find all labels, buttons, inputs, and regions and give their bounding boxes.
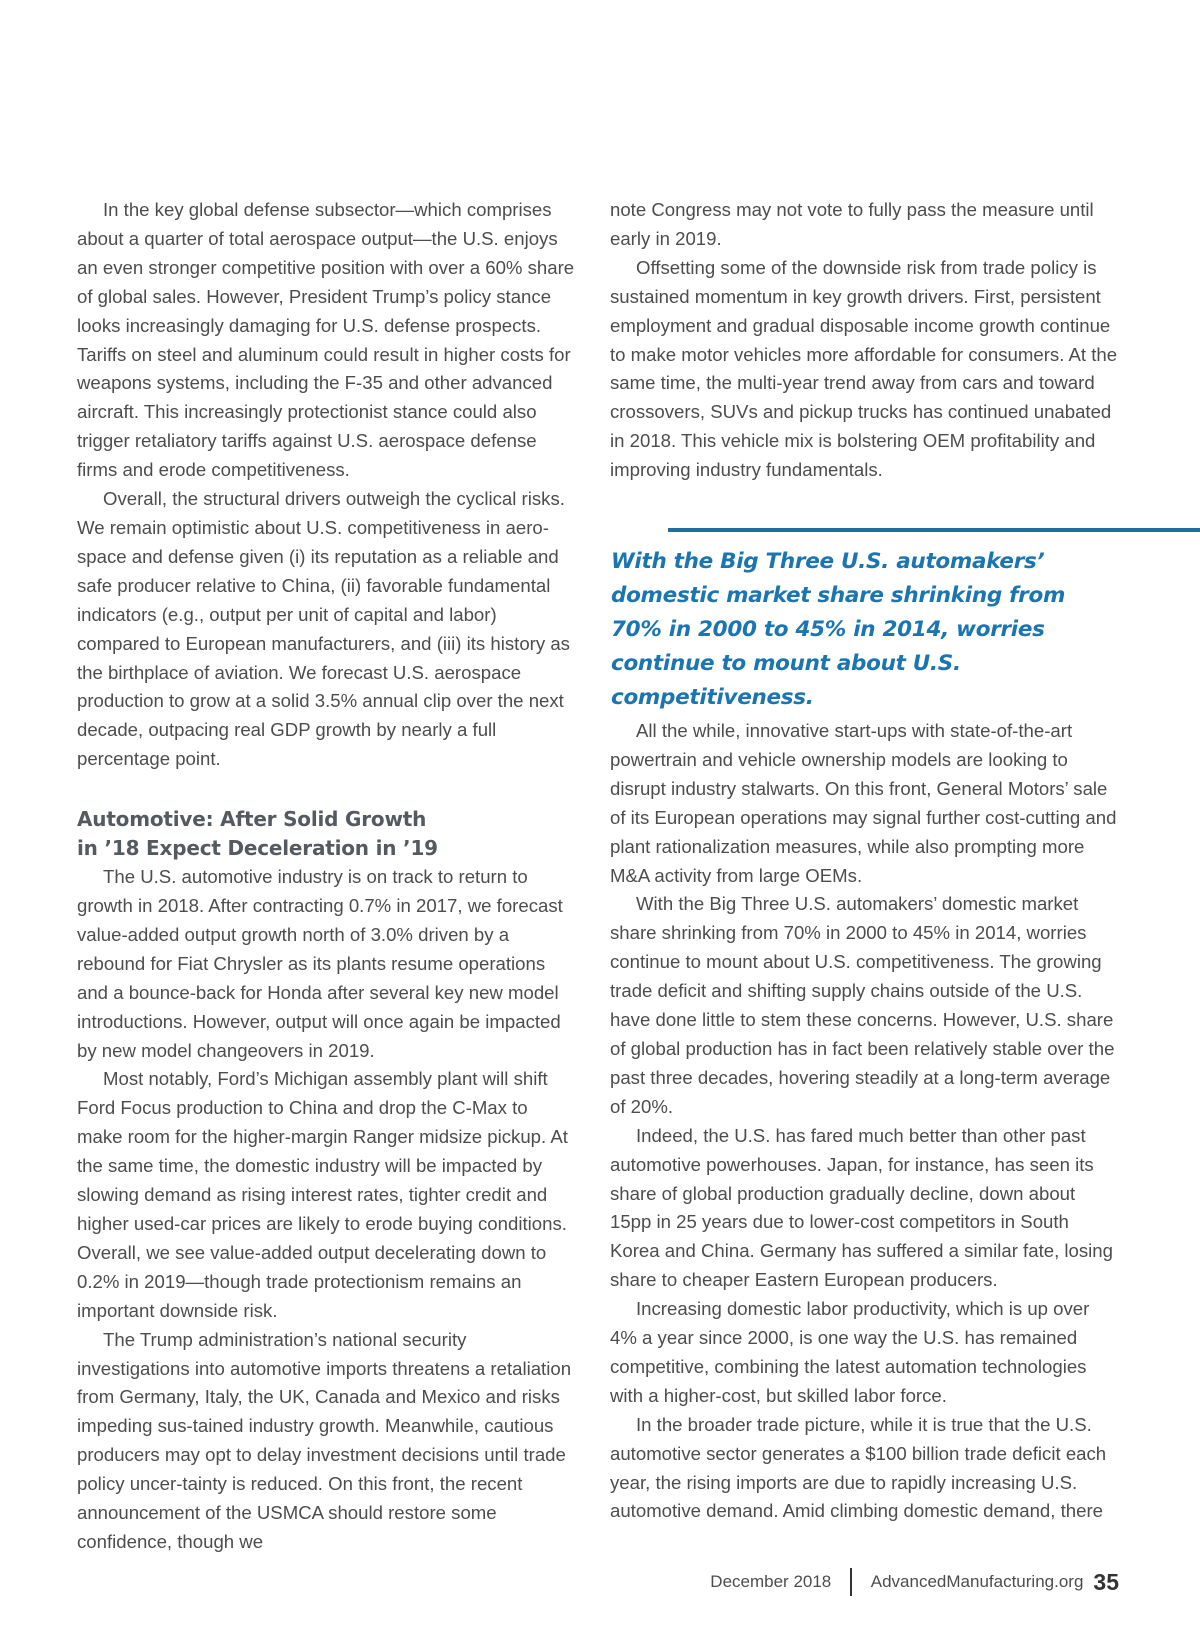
page-footer: [710, 1568, 1119, 1596]
page-number: 35: [1093, 1568, 1119, 1595]
pull-quote: With the Big Three U.S. automakers’ domestic market share shrinking from 70% in 2000 to 45% in 2014, worries continue to mount about U.S. competitiveness.: [611, 549, 1066, 710]
section-heading-line: Automotive: After Solid Growth: [77, 807, 427, 832]
right-column-upper: [610, 196, 1120, 485]
footer-date: December 2018: [710, 1572, 832, 1591]
section-heading-line: in ’18 Expect Deceleration in ’19: [77, 836, 438, 861]
body-paragraph: All the while, innovative start-ups with state-of-the-art powertrain and vehicle ownership models are looking to disrupt industry stalwarts. On this front, General Motors’ sale of its European operations may signal further cost-cutting and plant rationalization measures, while also prompting more M&A activity from large OEMs.: [610, 720, 1117, 886]
body-paragraph: In the key global defense subsector—which comprises about a quarter of total aerospace output—the U.S. enjoys an even stronger competitive position with over a 60% share of global sales. However, President Trump’s policy stance looks increasingly damaging for U.S. defense prospects. Tariffs on steel and aluminum could result in higher costs for weapons systems, including the F-35 and other advanced aircraft. This increasingly protectionist stance could also trigger retaliatory tariffs against U.S. aerospace defense firms and erode competitiveness.: [77, 199, 575, 481]
section-heading: [77, 805, 577, 863]
body-paragraph: The U.S. automotive industry is on track to return to growth in 2018. After contracting 0.7% in 2017, we forecast value-added output growth north of 3.0% driven by a rebound for Fiat Chrysler as its plants resume operations and a bounce-back for Honda after several key new model introductions. However, output will once again be impacted by new model changeovers in 2019.: [77, 866, 563, 1061]
pullquote-rule: [668, 528, 1200, 532]
left-column: [77, 196, 577, 1557]
body-paragraph: Increasing domestic labor productivity, which is up over 4% a year since 2000, is one way the U.S. has remained competitive, combining the latest automation technologies with a higher-cost, but skilled labor force.: [610, 1298, 1090, 1406]
body-paragraph: Overall, the structural drivers outweigh the cyclical risks. We remain optimistic about U.S. competitiveness in aero-space and defense given (i) its reputation as a reliable and safe producer relative to China, (ii) favorable fundamental indicators (e.g., output per unit of capital and labor) compared to European manufacturers, and (iii) its history as the birthplace of aviation. We forecast U.S. aerospace production to grow at a solid 3.5% annual clip over the next decade, outpacing real GDP growth by nearly a full percentage point.: [77, 488, 570, 770]
body-paragraph: Indeed, the U.S. has fared much better than other past automotive powerhouses. Japan, for instance, has seen its share of global production gradually decline, down about 15pp in 25 years due to lower-cost competitors in South Korea and China. Germany has suffered a similar fate, losing share to cheaper Eastern European producers.: [610, 1124, 1113, 1291]
body-paragraph: Offsetting some of the downside risk from trade policy is sustained momentum in key growth drivers. First, persistent employment and gradual disposable income growth continue to make motor vehicles more affordable for consumers. At the same time, the multi-year trend away from cars and toward crossovers, SUVs and pickup trucks has continued unabated in 2018. This vehicle mix is bolstering OEM profitability and improving industry fundamentals.: [610, 256, 1118, 481]
body-paragraph: The Trump administration’s national security investigations into automotive imports threatens a retaliation from Germany, Italy, the UK, Canada and Mexico and risks impeding sus-tained industry growth. Meanwhile, cautious producers may opt to delay investment decisions until trade policy uncer-tainty is reduced. On this front, the recent announcement of the USMCA should restore some confidence, though we: [77, 1328, 572, 1552]
body-paragraph: With the Big Three U.S. automakers’ domestic market share shrinking from 70% in 2000 to 45% in 2014, worries continue to mount about U.S. competitiveness. The growing trade deficit and shifting supply chains outside of the U.S. have done little to stem these concerns. However, U.S. share of global production has in fact been relatively stable over the past three decades, hovering steadily at a long-term average of 20%.: [610, 893, 1115, 1117]
right-column-lower: [610, 717, 1120, 1526]
footer-site-link[interactable]: AdvancedManufacturing.org: [870, 1572, 1084, 1591]
body-paragraph: In the broader trade picture, while it is true that the U.S. automotive sector generates a $100 billion trade deficit each year, the rising imports are due to rapidly increasing U.S. automotive demand. Amid climbing domestic demand, there: [610, 1413, 1107, 1522]
body-paragraph: note Congress may not vote to fully pass the measure until early in 2019.: [610, 199, 1094, 249]
body-paragraph: Most notably, Ford’s Michigan assembly plant will shift Ford Focus production to China and drop the C-Max to make room for the higher-margin Ranger midsize pickup. At the same time, the domestic industry will be impacted by slowing demand as rising interest rates, tighter credit and higher used-car prices are likely to erode buying conditions. Overall, we see value-added output decelerating down to 0.2% in 2019—though trade protectionism remains an important downside risk.: [77, 1068, 568, 1321]
footer-divider: [850, 1568, 852, 1596]
